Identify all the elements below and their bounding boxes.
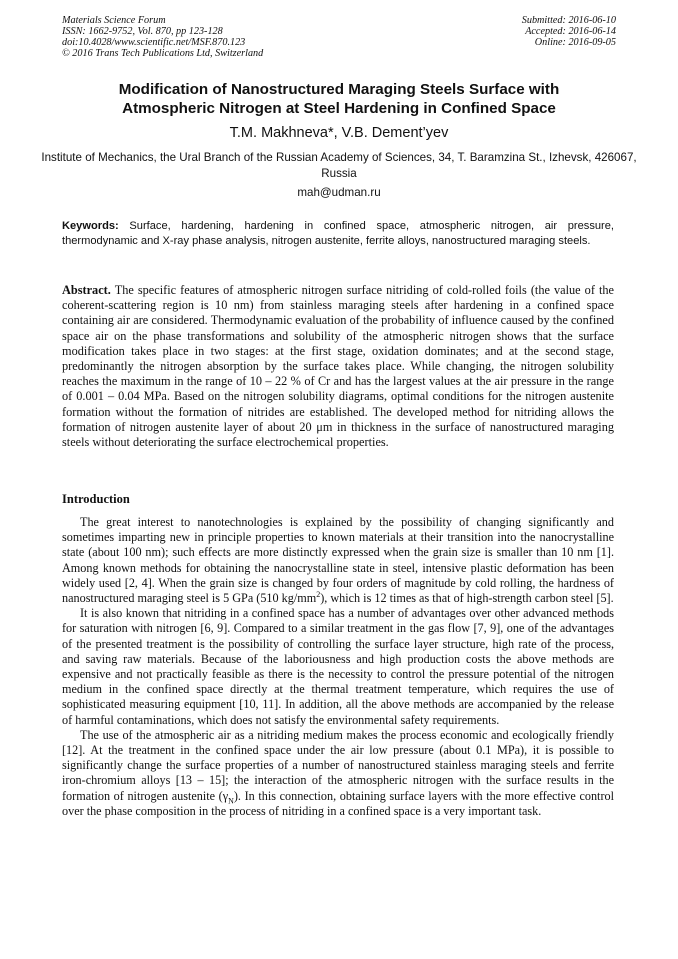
keywords-text: Surface, hardening, hardening in confined space, atmospheric nitrogen, air pressure, thermodynamic and X-ray phase analysis, nitrogen austenite, ferrite alloys, nanostructured maraging steels. [62,220,615,247]
intro-paragraph-1 [62,515,614,606]
abstract-label: Abstract. [62,283,111,297]
journal-header [62,15,263,59]
copyright-line: © 2016 Trans Tech Publications Ltd, Switzerland [62,48,264,59]
keywords-label: Keywords: [62,220,119,232]
superscript-2: 2 [316,589,321,599]
intro-paragraph-3 [62,728,614,819]
introduction-heading: Introduction [62,492,130,506]
intro-p1-text-b: ), which is 12 times as that of high-strength carbon steel [5]. [320,591,614,606]
paper-title [62,80,616,118]
abstract-block [62,283,614,450]
accepted-date: Accepted: 2016-06-14 [525,26,616,37]
journal-name: Materials Science Forum [62,15,166,26]
subscript-n: N [228,796,234,806]
intro-p1-text-a: The great interest to nanotechnologies is explained by the possibility of changing significantly and sometimes imparting new in principle properties to known materials at their transition into the nanocrystalline state (about 100 nm); such effects are more distinctly expressed when the grain size is smaller than 10 nm [1]. Among known methods for obtaining the nanocrystalline state in steel, intensive plastic deformation has been widely used [2, 4]. When the grain size is changed by four orders of magnitude by cold rolling, the hardness of nanostructured maraging steel is 5 GPa (510 kg/mm [62,515,614,606]
author-email: mah@udman.ru [297,186,381,199]
authors: T.M. Makhneva*, V.B. Dement’yev [229,125,449,141]
issn-line: ISSN: 1662-9752, Vol. 870, pp 123-128 [62,26,223,37]
abstract-text: The specific features of atmospheric nitrogen surface nitriding of cold-rolled foils (the value of the coherent-scattering region is 10 nm) from stainless maraging steels after hardening in a confined space containing air are considered. Thermodynamic evaluation of the probability of influence caused by the confined space air on the phase transformations and solubility of the atmospheric nitrogen shows that the surface modification takes place in two stages: at the first stage, oxidation dominates; and at the second stage, predominantly the nitrogen absorption by the surface takes place. While changing, the nitrogen solubility reaches the maximum in the range of 10 – 22 % of Cr and has the largest values at the air pressure in the range of 0.001 – 0.04 MPa. Based on the nitrogen solubility diagrams, optimal conditions for the nitrogen austenite formation without the formation of nitrides are established. The developed method for nitriding allows the formation of nitrogen austenite layer of about 20 μm in thickness in the surface of nanostructured maraging steels without deteriorating the surface electrochemical properties. [62,283,615,450]
intro-paragraph-2: It is also known that nitriding in a confined space has a number of advantages over other advanced methods for saturation with nitrogen [6, 9]. Compared to a similar treatment in the gas flow [7, 9], one of the advantages of the presented treatment is the possibility of controlling the surface layer structure, high rate of the process, and saving raw materials. Because of the laboriousness and high production costs the above methods are expensive and not practically feasible as there is the necessity to control the pressure potential of the nitrogen medium in the confined space directly at the thermal treatment temperature, which requires the use of sophisticated measuring equipment [10, 11]. In addition, all the above methods are accompanied by the release of harmful contaminations, which does not satisfy the environmental safety requirements. [62,606,614,727]
submitted-date: Submitted: 2016-06-10 [521,15,616,26]
title-line-1: Modification of Nanostructured Maraging Steels Surface with [118,81,560,98]
title-line-2: Atmospheric Nitrogen at Steel Hardening in Confined Space [122,100,556,117]
doi-line: doi:10.4028/www.scientific.net/MSF.870.123 [62,37,246,48]
intro-p3-text-b: ). In this connection, obtaining surface layers with the more effective control over the phase composition in the process of nitriding in a confined space is a very important task. [62,788,614,818]
introduction-body [62,515,614,819]
keywords-block [62,219,614,249]
affiliation: Institute of Mechanics, the Ural Branch of the Russian Academy of Sciences, 34, T. Baramzina St., Izhevsk, 426067, Russia [41,151,637,180]
dates-header [522,15,616,48]
intro-p3-text-a: The use of the atmospheric air as a nitriding medium makes the process economic and ecologically friendly [12]. At the treatment in the confined space under the air low pressure (about 0.1 MPa), it is possible to significantly change the surface properties of a number of nanostructured stainless maraging steels and ferrite iron-chromium alloys [13 – 15]; the interaction of the atmospheric nitrogen with the surface results in the formation of nitrogen austenite (γ [62,727,614,803]
online-date: Online: 2016-09-05 [534,37,616,48]
